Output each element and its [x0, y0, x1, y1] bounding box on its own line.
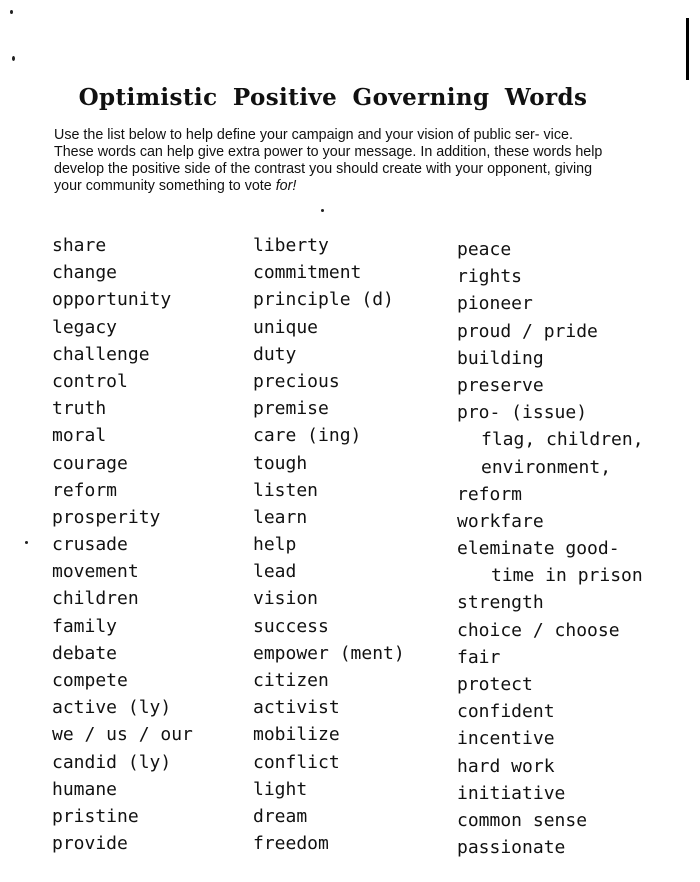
- scan-speck: [12, 56, 15, 61]
- word-item: peace: [457, 239, 512, 260]
- word-item: unique: [253, 316, 319, 338]
- word-item: protect: [457, 674, 533, 695]
- word-item: vision: [253, 588, 319, 610]
- word-item: precious: [253, 370, 340, 392]
- word-item: choice / choose: [457, 619, 620, 641]
- word-item: citizen: [253, 670, 329, 691]
- word-item: preserve: [457, 374, 544, 396]
- word-item: lead: [253, 561, 297, 583]
- word-item: activist: [253, 697, 340, 719]
- word-item: freedom: [253, 833, 329, 855]
- word-item: premise: [253, 398, 329, 420]
- word-item: dream: [253, 805, 308, 827]
- word-item: principle (d): [253, 289, 394, 311]
- word-item: workfare: [457, 510, 544, 532]
- word-item: incentive: [457, 728, 555, 750]
- word-item: learn: [253, 506, 308, 528]
- word-column-3: [457, 236, 644, 861]
- word-item: challenge: [52, 343, 150, 365]
- word-item: share: [52, 235, 107, 256]
- intro-paragraph: [54, 127, 614, 195]
- word-item: duty: [253, 343, 297, 365]
- word-item: family: [52, 615, 118, 637]
- word-item: active (ly): [52, 697, 172, 719]
- word-item: empower (ment): [253, 642, 405, 664]
- word-item: strength: [457, 592, 544, 614]
- word-item: candid (ly): [52, 751, 172, 773]
- word-item: control: [52, 370, 128, 392]
- word-item: common sense: [457, 809, 588, 831]
- word-item: humane: [52, 778, 118, 800]
- scan-speck: [25, 541, 28, 544]
- word-item: legacy: [52, 316, 118, 338]
- word-item: debate: [52, 642, 118, 664]
- word-item: crusade: [52, 534, 128, 556]
- word-item: pioneer: [457, 293, 533, 315]
- word-item: reform: [52, 479, 118, 501]
- word-item: commitment: [253, 262, 362, 284]
- word-item: compete: [52, 670, 128, 691]
- word-item: truth: [52, 398, 107, 420]
- word-item: movement: [52, 561, 139, 583]
- word-column-2: [253, 232, 405, 857]
- word-item: mobilize: [253, 724, 340, 746]
- word-item: passionate: [457, 837, 566, 859]
- word-item: children: [52, 588, 139, 610]
- word-item: we / us / our: [52, 724, 193, 746]
- word-item: rights: [457, 266, 523, 288]
- word-item: listen: [253, 479, 319, 501]
- word-item: change: [52, 262, 118, 284]
- word-item: initiative: [457, 782, 566, 804]
- scan-speck: [10, 10, 13, 14]
- word-item-continuation: flag, children,: [481, 429, 644, 451]
- word-item: light: [253, 778, 308, 800]
- word-column-1: [52, 232, 193, 857]
- word-item: pristine: [52, 805, 139, 827]
- word-item: hard work: [457, 755, 555, 777]
- word-item: success: [253, 615, 329, 637]
- word-item: building: [457, 347, 544, 369]
- word-item-continuation: environment,: [481, 456, 612, 478]
- word-item: eleminate good-: [457, 538, 620, 560]
- word-item: care (ing): [253, 425, 362, 447]
- word-item: moral: [52, 425, 107, 447]
- word-item: prosperity: [52, 506, 161, 528]
- word-item: opportunity: [52, 289, 172, 311]
- word-item: provide: [52, 833, 128, 855]
- word-item: proud / pride: [457, 320, 598, 342]
- scan-speck: [321, 209, 324, 212]
- word-item: reform: [457, 483, 523, 505]
- word-item: fair: [457, 646, 501, 668]
- intro-text: Use the list below to help define your campaign and your vision of public ser- vice. These words can help give extra power to your message. In addition, these words help develop the positive side of the contrast you should create with your opponent, giving your community something to vote: [54, 127, 603, 194]
- word-item: tough: [253, 452, 308, 474]
- document-title: Optimistic Positive Governing Words: [78, 84, 588, 111]
- word-item: courage: [52, 452, 128, 474]
- word-item: liberty: [253, 235, 329, 256]
- scan-edge-mark: [686, 18, 689, 80]
- word-item-continuation: time in prison: [491, 565, 643, 587]
- word-item: help: [253, 534, 297, 556]
- word-item: confident: [457, 701, 555, 723]
- word-item: pro- (issue): [457, 402, 588, 424]
- intro-emphasis: for!: [275, 178, 297, 194]
- word-item: conflict: [253, 751, 340, 773]
